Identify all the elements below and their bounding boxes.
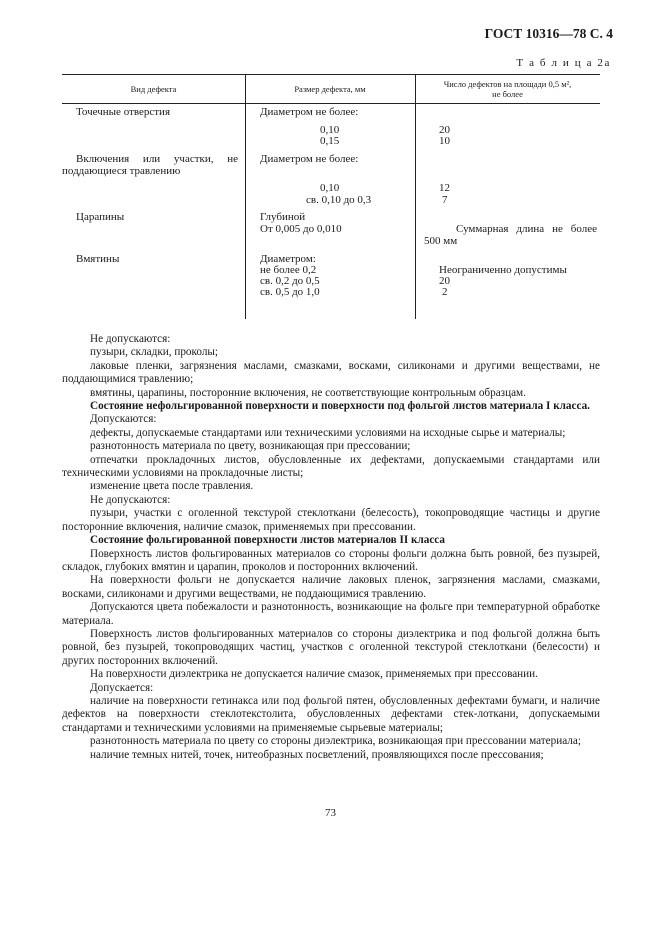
- table-cell-count: 7: [442, 194, 448, 206]
- table-cell-size: 0,10: [320, 182, 340, 194]
- paragraph: Поверхность листов фольгированных материалов со стороны диэлектрика и под фольгой должна быть ровной, без пузырей, токопроводящих частиц, участков с оголенной текстурой стеклоткани (белесости) и других посторонних включений.: [62, 627, 600, 667]
- table-cell-size: От 0,005 до 0,010: [260, 223, 342, 235]
- table-cell-size-label: Диаметром:: [260, 253, 316, 265]
- table-column-divider: [415, 74, 416, 319]
- paragraph: Допускается:: [90, 681, 154, 694]
- paragraph: наличие темных нитей, точек, нитеобразных посветлений, проявляющихся после прессования;: [90, 748, 544, 761]
- table-cell-size: св. 0,2 до 0,5: [260, 275, 320, 287]
- document-header: ГОСТ 10316—78 С. 4: [484, 26, 613, 41]
- table-cell-size: не более 0,2: [260, 264, 317, 276]
- table-cell-size: 0,15: [320, 135, 340, 147]
- table-cell-size: св. 0,10 до 0,3: [306, 194, 372, 206]
- table-header-defect-size: Размер дефекта, мм: [294, 84, 366, 94]
- table-cell-defect-name: Включения или участки, не поддающиеся травлению: [62, 153, 238, 177]
- paragraph: На поверхности диэлектрика не допускается наличие смазок, применяемых при прессовании.: [90, 668, 538, 681]
- table-top-rule: [62, 74, 600, 75]
- paragraph: Допускаются цвета побежалости и разнотонность, возникающие на фольге при температурной обработке материала.: [62, 601, 600, 627]
- table-cell-size: св. 0,5 до 1,0: [260, 286, 320, 298]
- table-cell-defect-name: Царапины: [76, 211, 125, 223]
- table-cell-size-label: Диаметром не более:: [260, 106, 359, 118]
- body-text: [62, 333, 600, 762]
- table-cell-size: 0,10: [320, 124, 340, 136]
- table-cell-count: 12: [439, 182, 450, 194]
- section-heading: Состояние фольгированной поверхности листов материалов II класса: [90, 534, 445, 547]
- table-label: Т а б л и ц а 2а: [516, 57, 611, 69]
- table-header-rule: [62, 103, 600, 104]
- table-header-defect-type: Вид дефекта: [130, 84, 177, 94]
- paragraph: лаковые пленки, загрязнения маслами, смазками, восками, силиконами и другими веществами, не поддающимися травлению;: [62, 359, 600, 386]
- section-heading: Состояние нефольгированной поверхности и поверхности под фольгой листов материала I класса.: [90, 400, 590, 413]
- paragraph: наличие на поверхности гетинакса или под фольгой пятен, обусловленных дефектами бумаги, и наличие дефектов на поверхности стеклотекстолита, обусловленных дефектами стек-лоткани, допускаемыми стандартами и техническими условиями на применяемые сырьевые материалы;: [62, 694, 600, 734]
- table-cell-size-label: Глубиной: [260, 211, 306, 223]
- table-cell-count: Неограниченно допустимы: [439, 264, 567, 276]
- table-cell-count: 10: [439, 135, 450, 147]
- paragraph: Допускаются:: [90, 413, 157, 426]
- table-cell-defect-name: Точечные отверстия: [76, 106, 170, 118]
- table-cell-count: Суммарная длина не более 500 мм: [424, 223, 597, 247]
- table-cell-count: 2: [442, 286, 448, 298]
- paragraph: вмятины, царапины, посторонние включения, не соответствующие контрольным образцам.: [90, 386, 526, 399]
- paragraph: разнотонность материала по цвету со стороны диэлектрика, возникающая при прессовании материала;: [90, 735, 581, 748]
- paragraph: пузыри, участки с оголенной текстурой стеклоткани (белесость), токопроводящие частицы и другие посторонние включения, наличие смазок, применяемых при прессовании.: [62, 507, 600, 533]
- paragraph: дефекты, допускаемые стандартами или техническими условиями на исходные сырье и материалы;: [90, 426, 566, 439]
- page-number: 73: [325, 807, 336, 819]
- table-header-defect-count: Число дефектов на площади 0,5 м², не более: [443, 79, 572, 99]
- paragraph: На поверхности фольги не допускается наличие лаковых пленок, загрязнения маслами, смазками, восками, силиконами и другими веществами, не поддающимися травлению.: [62, 574, 600, 600]
- paragraph: Не допускаются:: [90, 333, 171, 345]
- paragraph: изменение цвета после травления.: [90, 480, 254, 493]
- table-cell-defect-name: Вмятины: [76, 253, 120, 265]
- paragraph: отпечатки прокладочных листов, обусловленные их дефектами, допускаемыми стандартами или техническими условиями на прокладочные листы;: [62, 453, 600, 480]
- table-cell-count: 20: [439, 124, 450, 136]
- paragraph: разнотонность материала по цвету, возникающая при прессовании;: [90, 440, 411, 453]
- paragraph: Не допускаются:: [90, 493, 171, 506]
- table-cell-size-label: Диаметром не более:: [260, 153, 359, 165]
- paragraph: пузыри, складки, проколы;: [90, 346, 219, 359]
- paragraph: Поверхность листов фольгированных материалов со стороны фольги должна быть ровной, без пузырей, складок, глубоких вмятин и царапин, проколов и посторонних включений.: [62, 547, 600, 573]
- table-cell-count: 20: [439, 275, 450, 287]
- table-column-divider: [245, 74, 246, 319]
